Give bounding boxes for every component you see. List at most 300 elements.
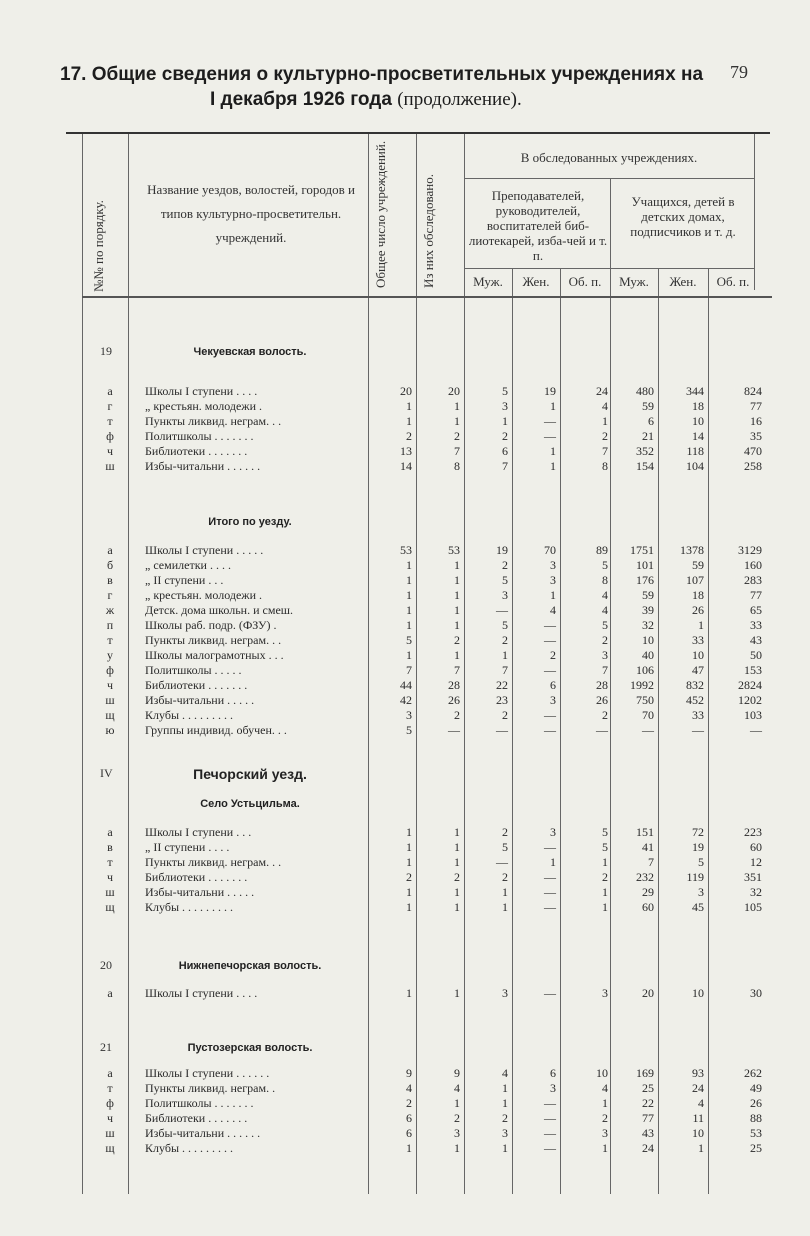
row-value: 1 [602,1141,608,1155]
row-value: 1 [406,825,412,839]
header-name: Название уездов, волостей, городов и типов культурно-просветительн. учреждений. [147,182,355,245]
row-name: Политшколы . . . . . [145,663,242,677]
table-row [0,693,810,707]
row-value: 8 [454,459,460,473]
row-value: 13 [400,444,412,458]
row-index: ш [105,459,115,473]
row-value: 5 [502,618,508,632]
row-value: 832 [686,678,704,692]
row-value: 53 [448,543,460,557]
row-value: 1 [406,885,412,899]
table-row [0,708,810,722]
row-value: 77 [642,1111,654,1125]
row-value: 1202 [738,693,762,707]
row-value: 8 [602,459,608,473]
row-value: 1 [502,900,508,914]
row-index: в [107,840,113,854]
row-value: 7 [502,459,508,473]
header-surveyed: Из них обследовано. [421,174,436,288]
row-index: а [107,384,113,398]
row-value: — [544,870,556,884]
table-row [0,1126,810,1140]
row-value: 3 [602,648,608,662]
row-name: „ II ступени . . . [145,573,224,587]
row-name: Школы I ступени . . . . . [145,543,264,557]
row-index: в [107,573,113,587]
row-value: 2 [502,633,508,647]
header-group: В обследованных учреждениях. [520,150,698,165]
row-value: 2 [502,429,508,443]
row-value: 5 [602,825,608,839]
section-number: IV [100,766,113,780]
header-both-2: Об. п. [716,274,750,289]
row-value: 1 [406,855,412,869]
row-name: Избы-читальни . . . . . [145,885,255,899]
row-value: 351 [744,870,762,884]
row-value: 2 [406,429,412,443]
row-value: 6 [550,1066,556,1080]
header-men-1: Муж. [473,274,503,289]
row-value: 2 [406,1096,412,1110]
table-row [0,1111,810,1125]
row-value: 65 [750,603,762,617]
table-row [0,384,810,398]
row-name: Избы-читальни . . . . . [145,693,255,707]
row-value: 5 [698,855,704,869]
table-row [0,855,810,869]
row-value: 1 [550,399,556,413]
row-value: 5 [502,573,508,587]
row-value: 5 [602,840,608,854]
row-value: 19 [544,384,556,398]
row-index: щ [105,708,115,722]
row-value: 1 [454,414,460,428]
row-value: — [544,1111,556,1125]
row-value: 1 [550,459,556,473]
row-value: 5 [602,558,608,572]
row-value: 1 [698,618,704,632]
row-value: 176 [636,573,654,587]
row-value: — [544,840,556,854]
row-index: щ [105,900,115,914]
row-value: 60 [642,900,654,914]
row-value: 4 [698,1096,704,1110]
row-value: 2 [602,429,608,443]
row-index: ч [106,678,114,692]
row-value: — [544,618,556,632]
row-value: 1 [454,648,460,662]
row-value: 2 [502,558,508,572]
row-name: Политшколы . . . . . . . [145,429,254,443]
row-value: 2 [502,708,508,722]
row-value: 1 [406,618,412,632]
row-index: ч [106,870,114,884]
row-value: 1 [602,885,608,899]
row-name: Школы I ступени . . . [145,825,252,839]
section-label: Пустозерская волость. [187,1042,313,1054]
row-value: 470 [744,444,762,458]
row-value: 32 [642,618,654,632]
row-value: 44 [400,678,412,692]
top-rule [66,132,770,134]
section-label: Итого по уезду. [208,516,292,528]
row-name: Политшколы . . . . . . . [145,1096,254,1110]
row-value: 14 [692,429,704,443]
row-value: 2 [502,870,508,884]
section-label: Село Устьцильма. [200,798,300,810]
row-value: 107 [686,573,704,587]
table-row [0,414,810,428]
row-value: 20 [448,384,460,398]
row-value: 5 [406,723,412,737]
row-index: т [107,1081,113,1095]
row-index: б [106,558,114,572]
row-value: 1 [454,885,460,899]
row-value: 101 [636,558,654,572]
row-value: 1378 [680,543,704,557]
title-line-1: 17. Общие сведения о культурно-просветительных учреждениях на [60,64,704,85]
row-value: 4 [602,399,608,413]
table-row [0,648,810,662]
row-value: — [692,723,704,737]
row-value: 1 [406,588,412,602]
row-value: 5 [602,618,608,632]
table-row [0,840,810,854]
row-value: 151 [636,825,654,839]
row-value: 18 [692,399,704,413]
row-value: 42 [400,693,412,707]
table-row [0,573,810,587]
row-index: г [107,588,113,602]
row-value: 1 [454,986,460,1000]
title-date: I декабря 1926 года [210,89,392,110]
row-value: 1 [454,1096,460,1110]
row-value: 7 [454,444,460,458]
table-row [0,399,810,413]
row-value: 1 [602,855,608,869]
row-value: 50 [750,648,762,662]
row-index: щ [105,1141,115,1155]
row-value: 70 [544,543,556,557]
row-index: ю [105,723,115,737]
row-value: 32 [750,885,762,899]
table-row [0,429,810,443]
row-value: 3 [550,558,556,572]
row-value: 1 [406,603,412,617]
row-value: 2 [454,429,460,443]
row-value: 25 [642,1081,654,1095]
header-both-1: Об. п. [568,274,602,289]
title-line-2 [60,87,720,112]
row-value: 6 [406,1111,412,1125]
row-value: 2824 [738,678,762,692]
row-value: 1 [454,618,460,632]
section-number: 20 [100,958,112,972]
row-value: 14 [400,459,412,473]
row-value: — [544,900,556,914]
row-value: 1 [454,558,460,572]
row-value: 3 [602,1126,608,1140]
table-row [0,459,810,473]
row-value: — [544,885,556,899]
section-label: Нижнепечорская волость. [178,960,322,972]
row-value: 10 [642,633,654,647]
row-value: 1 [502,1096,508,1110]
table-row [0,1081,810,1095]
table-row [0,444,810,458]
row-value: 22 [496,678,508,692]
row-index: ш [105,1126,115,1140]
row-index: п [106,618,114,632]
row-value: 5 [406,633,412,647]
header-pupils: Учащихся, детей в детских домах, подписчиков и т. д. [630,194,736,239]
row-value: 4 [454,1081,460,1095]
row-value: 4 [602,1081,608,1095]
row-index: ф [106,663,114,677]
col-rule [754,134,755,290]
row-value: 4 [550,603,556,617]
header-rule [464,268,754,269]
row-index: ш [105,693,115,707]
row-value: 21 [642,429,654,443]
row-name: Библиотеки . . . . . . . [145,444,248,458]
row-value: 3 [550,1081,556,1095]
row-name: Клубы . . . . . . . . . [145,708,234,722]
row-value: 750 [636,693,654,707]
row-value: 7 [602,663,608,677]
row-value: 1 [454,603,460,617]
row-value: 6 [502,444,508,458]
header-teachers: Преподавателей, руководителей, воспитателей биб-лиотекарей, изба-чей и т. п. [468,188,608,263]
header-women-2: Жен. [669,274,697,289]
row-value: 105 [744,900,762,914]
row-value: 7 [406,663,412,677]
row-name: Пункты ликвид. неграм. . [145,1081,276,1095]
row-value: 88 [750,1111,762,1125]
row-index: т [107,633,113,647]
row-value: 344 [686,384,704,398]
table-row [0,663,810,677]
row-name: Пункты ликвид. неграм. . . [145,855,282,869]
table-row [0,603,810,617]
row-value: — [496,855,508,869]
row-value: 11 [692,1111,704,1125]
row-value: 1 [406,558,412,572]
row-index: ш [105,885,115,899]
row-value: 5 [502,840,508,854]
row-value: 19 [496,543,508,557]
row-value: 26 [750,1096,762,1110]
row-value: 20 [400,384,412,398]
row-value: 33 [692,708,704,722]
row-value: 283 [744,573,762,587]
row-value: 9 [454,1066,460,1080]
table-row [0,618,810,632]
row-name: „ II ступени . . . . [145,840,230,854]
row-value: 1 [454,825,460,839]
row-value: 1 [454,840,460,854]
row-value: 16 [750,414,762,428]
row-value: 43 [750,633,762,647]
row-value: — [544,663,556,677]
row-value: 3129 [738,543,762,557]
row-value: 1 [406,840,412,854]
row-value: 24 [642,1141,654,1155]
row-value: 77 [750,399,762,413]
table-row [0,885,810,899]
table-row [0,558,810,572]
table-row [0,543,810,557]
row-value: 1 [550,444,556,458]
row-value: 10 [692,648,704,662]
row-value: 1 [454,1141,460,1155]
row-value: 12 [750,855,762,869]
row-value: 7 [602,444,608,458]
row-value: 106 [636,663,654,677]
row-index: ч [106,444,114,458]
row-name: Пункты ликвид. неграм. . . [145,633,282,647]
row-value: 28 [448,678,460,692]
row-value: 1 [454,855,460,869]
row-value: 232 [636,870,654,884]
page-number: 79 [730,62,748,82]
row-value: 258 [744,459,762,473]
row-name: Школы I ступени . . . . [145,986,258,1000]
row-value: 7 [502,663,508,677]
section-number: 19 [100,344,112,358]
row-value: 3 [550,693,556,707]
row-value: 1 [406,986,412,1000]
row-value: 262 [744,1066,762,1080]
row-value: 10 [692,986,704,1000]
row-value: 3 [550,573,556,587]
row-value: 33 [750,618,762,632]
row-index: а [107,825,113,839]
row-index: т [107,855,113,869]
row-value: 1992 [630,678,654,692]
row-value: 24 [596,384,608,398]
header-idx: №№ по порядку. [91,200,106,292]
table-row [0,633,810,647]
row-index: ф [106,1096,114,1110]
row-value: 153 [744,663,762,677]
title-continued: (продолжение). [397,89,522,110]
row-value: 45 [692,900,704,914]
row-value: 1 [502,414,508,428]
table-row [0,825,810,839]
row-value: 1 [602,414,608,428]
row-value: 169 [636,1066,654,1080]
row-value: 1 [406,1141,412,1155]
row-value: 160 [744,558,762,572]
row-name: Клубы . . . . . . . . . [145,900,234,914]
row-value: 23 [496,693,508,707]
row-value: 2 [602,708,608,722]
row-value: 53 [750,1126,762,1140]
row-value: 4 [602,588,608,602]
row-name: Школы малограмотных . . . [145,648,284,662]
row-index: ж [105,603,115,617]
row-value: 19 [692,840,704,854]
row-value: 4 [602,603,608,617]
row-value: 40 [642,648,654,662]
row-value: 2 [502,825,508,839]
row-value: 72 [692,825,704,839]
header-rule [82,296,772,298]
header-total: Общее число учреждений. [373,140,388,288]
row-value: 1 [454,900,460,914]
row-value: 29 [642,885,654,899]
row-value: 119 [686,870,704,884]
row-name: Избы-читальни . . . . . . [145,1126,261,1140]
row-value: — [544,414,556,428]
row-value: — [544,723,556,737]
row-value: 1 [502,648,508,662]
row-value: — [496,603,508,617]
row-value: 104 [686,459,704,473]
row-index: г [107,399,113,413]
row-name: „ крестьян. молодежи . [145,399,262,413]
table-row [0,1141,810,1155]
row-value: 223 [744,825,762,839]
row-value: 1 [406,414,412,428]
row-name: Детск. дома школьн. и смеш. [145,603,294,617]
row-index: а [107,1066,113,1080]
row-value: 59 [692,558,704,572]
row-name: „ крестьян. молодежи . [145,588,262,602]
row-name: Клубы . . . . . . . . . [145,1141,234,1155]
row-value: 1 [502,1081,508,1095]
row-value: — [544,986,556,1000]
row-value: 1 [602,1096,608,1110]
table-row [0,678,810,692]
row-value: 452 [686,693,704,707]
row-value: 70 [642,708,654,722]
row-value: 3 [698,885,704,899]
row-value: 4 [502,1066,508,1080]
row-value: 22 [642,1096,654,1110]
row-value: — [544,1096,556,1110]
row-value: 480 [636,384,654,398]
row-name: Избы-читальни . . . . . . [145,459,261,473]
header-rule [464,178,754,179]
row-name: Школы I ступени . . . . . . [145,1066,270,1080]
row-value: — [750,723,762,737]
row-value: 3 [502,1126,508,1140]
row-value: 3 [602,986,608,1000]
row-value: 10 [692,1126,704,1140]
row-value: 59 [642,588,654,602]
row-index: у [107,648,113,662]
table-row [0,723,810,737]
row-value: 93 [692,1066,704,1080]
row-value: 1 [454,573,460,587]
row-value: 352 [636,444,654,458]
row-value: 1 [698,1141,704,1155]
row-value: — [596,723,608,737]
row-value: 39 [642,603,654,617]
row-name: Библиотеки . . . . . . . [145,1111,248,1125]
row-value: — [544,1141,556,1155]
row-value: 1 [406,900,412,914]
row-value: 2 [454,708,460,722]
row-value: 47 [692,663,704,677]
row-value: 4 [406,1081,412,1095]
row-value: 5 [502,384,508,398]
row-value: 43 [642,1126,654,1140]
row-value: 10 [692,414,704,428]
row-value: 2 [602,870,608,884]
